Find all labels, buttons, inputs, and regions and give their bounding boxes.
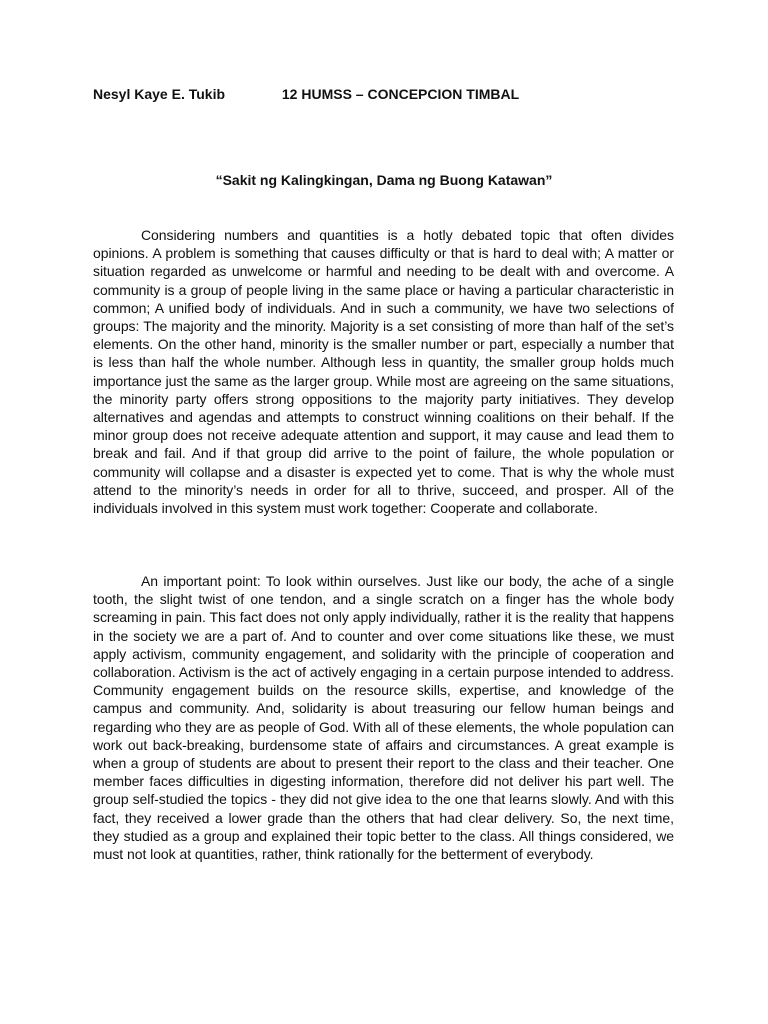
essay-title: “Sakit ng Kalingkingan, Dama ng Buong Katawan”: [215, 172, 553, 188]
author-name: Nesyl Kaye E. Tukib: [93, 86, 226, 102]
paragraph-2: An important point: To look within ourselves. Just like our body, the ache of a single tooth, the slight twist of one tendon, and a single scratch on a finger has the whole body screaming in pain. This fact does not only apply individually, rather it is the reality that happens in the society we are a part of. And to counter and over come situations like these, we must apply activism, community engagement, and solidarity with the principle of cooperation and collaboration. Activism is the act of actively engaging in a certain purpose intended to address. Community engagement builds on the resource skills, expertise, and knowledge of the campus and community. And, solidarity is about treasuring our fellow human beings and regarding who they are as people of God. With all of these elements, the whole population can work out back-breaking, burdensome state of affairs and circumstances. A great example is when a group of students are about to present their report to the class and their teacher. One member faces difficulties in digesting information, therefore did not deliver his part well. The group self-studied the topics - they did not give idea to the one that learns slowly. And with this fact, they received a lower grade than the others that had clear delivery. So, the next time, they studied as a group and explained their topic better to the class. All things considered, we must not look at quantities, rather, think rationally for the betterment of everybody.: [93, 573, 674, 863]
paragraph-1: Considering numbers and quantities is a hotly debated topic that often divides opinions. A problem is something that causes difficulty or that is hard to deal with; A matter or situation regarded as unwelcome or harmful and needing to be dealt with and overcome. A community is a group of people living in the same place or having a particular characteristic in common; A unified body of individuals. And in such a community, we have two selections of groups: The majority and the minority. Majority is a set consisting of more than half of the set’s elements. On the other hand, minority is the smaller number or part, especially a number that is less than half the whole number. Although less in quantity, the smaller group holds much importance just the same as the larger group. While most are agreeing on the same situations, the minority party offers strong oppositions to the majority party initiatives. They develop alternatives and agendas and attempts to construct winning coalitions on their behalf. If the minor group does not receive adequate attention and support, it may cause and lead them to break and fail. And if that group did arrive to the point of failure, the whole population or community will collapse and a disaster is expected yet to come. That is why the whole must attend to the minority’s needs in order for all to thrive, succeed, and prosper. All of the individuals involved in this system must work together: Cooperate and collaborate.: [93, 227, 674, 517]
document-header: [93, 86, 519, 102]
class-section: 12 HUMSS – CONCEPCION TIMBAL: [281, 86, 520, 102]
